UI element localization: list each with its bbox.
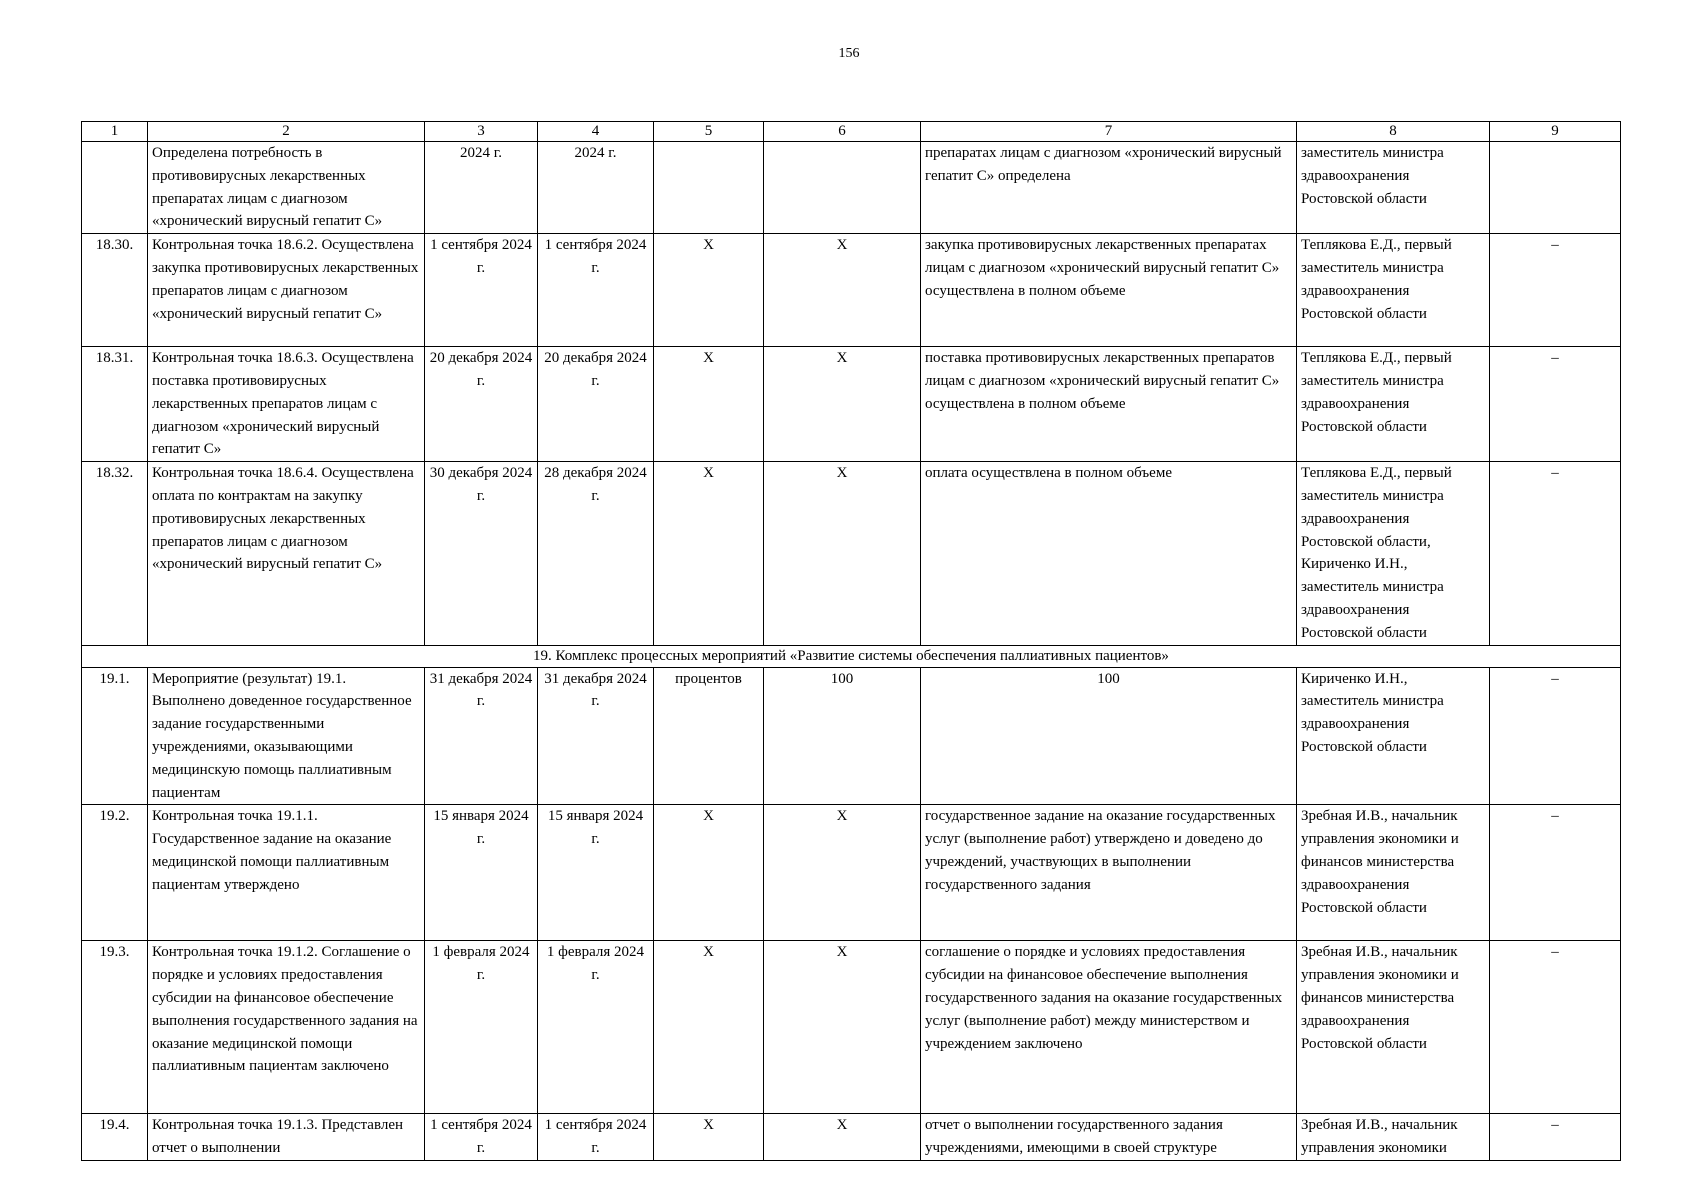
row-start-date: 30 декабря 2024 г. [425, 462, 538, 645]
row-result: соглашение о порядке и условиях предоставления субсидии на финансовое обеспечение выполнения государственного задания на оказание государственных услуг (выполнение работ) между министерством и учреждением заключено [921, 941, 1297, 1114]
table-row [82, 462, 1621, 645]
row-responsible: Кириченко И.Н., заместитель министра здравоохранения Ростовской области [1297, 667, 1490, 805]
row-note: – [1490, 462, 1621, 645]
row-name: Определена потребность в противовирусных лекарственных препаратах лицам с диагнозом «хронический вирусный гепатит С» [148, 142, 425, 234]
row-end-date: 28 декабря 2024 г. [538, 462, 654, 645]
row-name: Контрольная точка 19.1.2. Соглашение о порядке и условиях предоставления субсидии на финансовое обеспечение выполнения государственного задания на оказание медицинской помощи паллиативным пациентам заключено [148, 941, 425, 1114]
row-responsible: Теплякова Е.Д., первый заместитель министра здравоохранения Ростовской области, Кириченко И.Н., заместитель министра здравоохранения Ростовской области [1297, 462, 1490, 645]
row-unit: Х [654, 1114, 764, 1161]
row-start-date: 1 сентября 2024 г. [425, 234, 538, 347]
row-name: Контрольная точка 18.6.3. Осуществлена поставка противовирусных лекарственных препаратов лицам с диагнозом «хронический вирусный гепатит С» [148, 347, 425, 462]
row-start-date: 1 сентября 2024 г. [425, 1114, 538, 1161]
row-result: закупка противовирусных лекарственных препаратах лицам с диагнозом «хронический вирусный гепатит С» осуществлена в полном объеме [921, 234, 1297, 347]
row-responsible: Зребная И.В., начальник управления экономики и финансов министерства здравоохранения Ростовской области [1297, 805, 1490, 941]
row-unit: Х [654, 234, 764, 347]
row-number: 18.32. [82, 462, 148, 645]
col-header-4: 4 [538, 122, 654, 142]
row-result: государственное задание на оказание государственных услуг (выполнение работ) утверждено и доведено до учреждений, участвующих в выполнении государственного задания [921, 805, 1297, 941]
row-value: Х [764, 1114, 921, 1161]
col-header-6: 6 [764, 122, 921, 142]
row-note [1490, 142, 1621, 234]
row-responsible: Зребная И.В., начальник управления экономики [1297, 1114, 1490, 1161]
row-number: 18.31. [82, 347, 148, 462]
row-name: Контрольная точка 19.1.3. Представлен отчет о выполнении [148, 1114, 425, 1161]
row-end-date: 1 февраля 2024 г. [538, 941, 654, 1114]
row-end-date: 31 декабря 2024 г. [538, 667, 654, 805]
row-number: 19.3. [82, 941, 148, 1114]
row-responsible: Зребная И.В., начальник управления экономики и финансов министерства здравоохранения Ростовской области [1297, 941, 1490, 1114]
table-row [82, 667, 1621, 805]
row-note: – [1490, 234, 1621, 347]
row-note: – [1490, 667, 1621, 805]
row-start-date: 2024 г. [425, 142, 538, 234]
row-value: Х [764, 805, 921, 941]
page-number: 156 [838, 46, 860, 61]
table-row [82, 1114, 1621, 1161]
row-end-date: 20 декабря 2024 г. [538, 347, 654, 462]
row-value: Х [764, 347, 921, 462]
col-header-5: 5 [654, 122, 764, 142]
row-responsible: Теплякова Е.Д., первый заместитель министра здравоохранения Ростовской области [1297, 234, 1490, 347]
row-number: 19.4. [82, 1114, 148, 1161]
row-name: Контрольная точка 19.1.1. Государственное задание на оказание медицинской помощи паллиативным пациентам утверждено [148, 805, 425, 941]
table-row [82, 234, 1621, 347]
header-row [82, 122, 1621, 142]
row-unit: процентов [654, 667, 764, 805]
row-responsible: заместитель министра здравоохранения Ростовской области [1297, 142, 1490, 234]
section-row [82, 645, 1621, 667]
row-value: Х [764, 941, 921, 1114]
row-unit: Х [654, 347, 764, 462]
row-end-date: 15 января 2024 г. [538, 805, 654, 941]
row-result: отчет о выполнении государственного задания учреждениями, имеющими в своей структуре [921, 1114, 1297, 1161]
table-row [82, 805, 1621, 941]
row-unit [654, 142, 764, 234]
row-number: 19.2. [82, 805, 148, 941]
row-value: 100 [764, 667, 921, 805]
row-end-date: 1 сентября 2024 г. [538, 1114, 654, 1161]
table-row [82, 347, 1621, 462]
row-result: поставка противовирусных лекарственных препаратов лицам с диагнозом «хронический вирусный гепатит С» осуществлена в полном объеме [921, 347, 1297, 462]
row-start-date: 15 января 2024 г. [425, 805, 538, 941]
col-header-3: 3 [425, 122, 538, 142]
table-row [82, 941, 1621, 1114]
row-start-date: 31 декабря 2024 г. [425, 667, 538, 805]
row-start-date: 20 декабря 2024 г. [425, 347, 538, 462]
col-header-8: 8 [1297, 122, 1490, 142]
col-header-1: 1 [82, 122, 148, 142]
row-unit: Х [654, 462, 764, 645]
row-name: Мероприятие (результат) 19.1. Выполнено доведенное государственное задание государственными учреждениями, оказывающими медицинскую помощь паллиативным пациентам [148, 667, 425, 805]
plan-table [81, 121, 1621, 1161]
row-result: 100 [921, 667, 1297, 805]
row-name: Контрольная точка 18.6.2. Осуществлена закупка противовирусных лекарственных препаратов лицам с диагнозом «хронический вирусный гепатит С» [148, 234, 425, 347]
col-header-2: 2 [148, 122, 425, 142]
row-unit: Х [654, 805, 764, 941]
row-value [764, 142, 921, 234]
row-unit: Х [654, 941, 764, 1114]
row-end-date: 2024 г. [538, 142, 654, 234]
row-value: Х [764, 234, 921, 347]
row-note: – [1490, 347, 1621, 462]
row-number: 18.30. [82, 234, 148, 347]
row-note: – [1490, 1114, 1621, 1161]
row-name: Контрольная точка 18.6.4. Осуществлена оплата по контрактам на закупку противовирусных лекарственных препаратов лицам с диагнозом «хронический вирусный гепатит С» [148, 462, 425, 645]
row-result: препаратах лицам с диагнозом «хронический вирусный гепатит С» определена [921, 142, 1297, 234]
col-header-7: 7 [921, 122, 1297, 142]
row-result: оплата осуществлена в полном объеме [921, 462, 1297, 645]
row-number [82, 142, 148, 234]
table-row [82, 142, 1621, 234]
row-number: 19.1. [82, 667, 148, 805]
section-title: 19. Комплекс процессных мероприятий «Развитие системы обеспечения паллиативных пациентов» [82, 645, 1621, 667]
row-note: – [1490, 805, 1621, 941]
row-responsible: Теплякова Е.Д., первый заместитель министра здравоохранения Ростовской области [1297, 347, 1490, 462]
row-start-date: 1 февраля 2024 г. [425, 941, 538, 1114]
row-note: – [1490, 941, 1621, 1114]
row-end-date: 1 сентября 2024 г. [538, 234, 654, 347]
col-header-9: 9 [1490, 122, 1621, 142]
row-value: Х [764, 462, 921, 645]
